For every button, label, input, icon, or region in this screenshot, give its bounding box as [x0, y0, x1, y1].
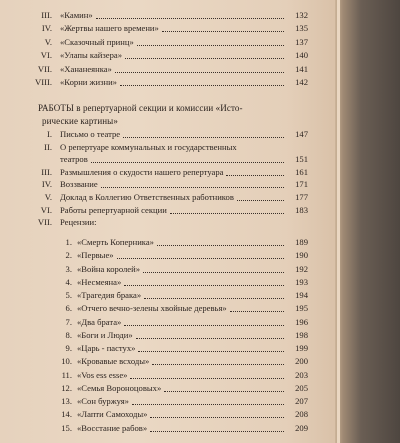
entry-title: «Сон буржуя» [77, 396, 129, 406]
entry-title: «Война королей» [77, 263, 141, 274]
page-number: 190 [295, 250, 308, 261]
top-entry [0, 36, 337, 48]
entry-number: IV. [41, 179, 52, 190]
entry-title: «Боги и Люди» [77, 329, 133, 340]
review-entry [0, 329, 337, 341]
page-number: 189 [295, 237, 308, 247]
section-heading [38, 102, 310, 127]
entry-title: «Трагедия брака» [77, 290, 142, 300]
entry-number: 13. [61, 396, 72, 406]
entry-title: «Кровавые всходы» [77, 356, 150, 367]
entry-title: «Первые» [77, 250, 114, 261]
leader-dots [101, 186, 284, 188]
entry-number: 3. [65, 263, 72, 274]
entry-title: «Сказочный принц» [60, 36, 134, 47]
section-entry [0, 216, 337, 228]
leader-dots [130, 377, 284, 379]
leader-dots [150, 430, 284, 432]
leader-dots [143, 271, 284, 273]
page-number: 194 [295, 290, 308, 300]
entry-number: 6. [65, 303, 72, 314]
leader-dots [120, 84, 284, 86]
page-number: 147 [295, 129, 308, 139]
page-number: 200 [295, 356, 308, 367]
leader-dots [125, 57, 284, 59]
entry-number: 11. [61, 369, 72, 380]
page-number: 208 [295, 409, 308, 420]
book-binding-edge [335, 0, 400, 443]
review-entry [0, 263, 337, 275]
entry-title: Размышления о скудости нашего репертуара [60, 166, 224, 177]
page-number: 142 [295, 77, 308, 87]
review-entry [0, 395, 337, 407]
page-number: 137 [295, 36, 308, 47]
entry-title: «Несмеяна» [77, 276, 122, 287]
leader-dots [170, 212, 284, 214]
leader-dots [157, 244, 284, 246]
page-number: 177 [295, 192, 308, 202]
page-number: 132 [295, 10, 308, 20]
page-number: 193 [295, 276, 308, 287]
entry-number: 7. [65, 316, 72, 327]
entry-number: V. [44, 36, 52, 47]
entry-number: 9. [65, 343, 72, 353]
entry-number: 10. [61, 356, 72, 367]
section-entry [0, 153, 337, 165]
page-number: 195 [295, 303, 308, 314]
leader-dots [137, 44, 284, 46]
review-entry [0, 249, 337, 261]
review-entry [0, 422, 337, 434]
leader-dots [226, 174, 284, 176]
page-number: 171 [295, 179, 308, 190]
entry-number: VIII. [35, 77, 52, 87]
page-number: 198 [295, 329, 308, 340]
page-number: 207 [295, 396, 308, 406]
leader-dots [144, 297, 284, 299]
entry-number: 4. [65, 276, 72, 287]
entry-title: Доклад в Коллегию Ответственных работников [60, 192, 234, 202]
section-heading-line-2: рические картины» [42, 115, 118, 126]
leader-dots [138, 350, 284, 352]
leader-dots [152, 363, 284, 365]
section-entry [0, 141, 337, 153]
section-entry [0, 166, 337, 178]
entry-number: 15. [61, 422, 72, 433]
leader-dots [124, 324, 284, 326]
page-number: 161 [295, 166, 308, 177]
entry-number: II. [44, 141, 52, 152]
page-number: 183 [295, 204, 308, 215]
entry-number: V. [44, 192, 52, 202]
review-entry [0, 302, 337, 314]
leader-dots [230, 310, 284, 312]
page-number: 205 [295, 382, 308, 393]
entry-title: «Vos ess esse» [77, 369, 128, 380]
page-number: 209 [295, 422, 308, 433]
entry-title: Рецензии: [60, 217, 97, 228]
entry-title: «Камин» [60, 10, 93, 20]
entry-title: «Хананеянка» [60, 63, 112, 74]
leader-dots [162, 30, 284, 32]
leader-dots [136, 337, 284, 339]
review-entry [0, 355, 337, 367]
entry-number: 12. [61, 382, 72, 393]
section-entry [0, 191, 337, 203]
leader-dots [164, 390, 284, 392]
review-entry [0, 382, 337, 394]
entry-title: «Смерть Коперника» [77, 237, 154, 247]
entry-number: 2. [65, 250, 72, 261]
entry-number: 14. [61, 409, 72, 420]
entry-title: О репертуаре коммунальных и государственных [60, 141, 237, 152]
leader-dots [123, 136, 284, 138]
top-entry [0, 49, 337, 61]
entry-title: «Жертвы нашего времени» [60, 23, 159, 34]
entry-number: VI. [40, 50, 52, 61]
leader-dots [117, 257, 284, 259]
leader-dots [150, 416, 284, 418]
section-entry [0, 178, 337, 190]
entry-title: театров [60, 154, 88, 165]
page-number: 196 [295, 316, 308, 327]
entry-number: VII. [37, 217, 52, 228]
page-number: 140 [295, 50, 308, 61]
leader-dots [237, 199, 284, 201]
entry-number: 1. [65, 237, 72, 247]
entry-number: 5. [65, 290, 72, 300]
entry-number: IV. [41, 23, 52, 34]
page-number: 199 [295, 343, 308, 353]
section-heading-line-1: РАБОТЫ в репертуарной секции и комиссии «Исто- [38, 103, 243, 113]
entry-title: Письмо о театре [60, 129, 121, 139]
entry-title: «Семья Вороноцовых» [77, 382, 162, 393]
section-entry [0, 128, 337, 140]
entry-title: «Корни жизни» [60, 77, 117, 87]
entry-title: Воззвание [60, 179, 98, 190]
review-entry [0, 316, 337, 328]
leader-dots [124, 284, 284, 286]
leader-dots [132, 403, 284, 405]
review-entry [0, 276, 337, 288]
top-entry [0, 9, 337, 21]
page-number: 203 [295, 369, 308, 380]
entry-number: 8. [65, 329, 72, 340]
review-entry [0, 236, 337, 248]
page-number: 135 [295, 23, 308, 34]
top-entry [0, 22, 337, 34]
top-entry [0, 63, 337, 75]
entry-title: «Лапти Самоходы» [77, 409, 148, 420]
entry-number: III. [41, 10, 52, 20]
page-number: 192 [295, 263, 308, 274]
entry-number: VI. [40, 204, 52, 215]
review-entry [0, 289, 337, 301]
entry-title: «Восстание рабов» [77, 422, 148, 433]
entry-title: Работы репертуарной секции [60, 204, 167, 215]
entry-title: «Царь - пастух» [77, 343, 136, 353]
entry-title: «Отчего вечно-зелены хвойные деревья» [77, 303, 227, 314]
top-entry [0, 76, 337, 88]
entry-title: «Улапы кайзера» [60, 50, 122, 61]
leader-dots [91, 161, 284, 163]
review-entry [0, 408, 337, 420]
page-number: 151 [295, 154, 308, 165]
page-number: 141 [295, 63, 308, 74]
leader-dots [115, 71, 284, 73]
entry-number: VII. [37, 63, 52, 74]
review-entry [0, 342, 337, 354]
entry-number: III. [41, 166, 52, 177]
leader-dots [96, 17, 284, 19]
entry-title: «Два брата» [77, 316, 122, 327]
section-entry [0, 204, 337, 216]
review-entry [0, 369, 337, 381]
entry-number: I. [46, 129, 52, 139]
